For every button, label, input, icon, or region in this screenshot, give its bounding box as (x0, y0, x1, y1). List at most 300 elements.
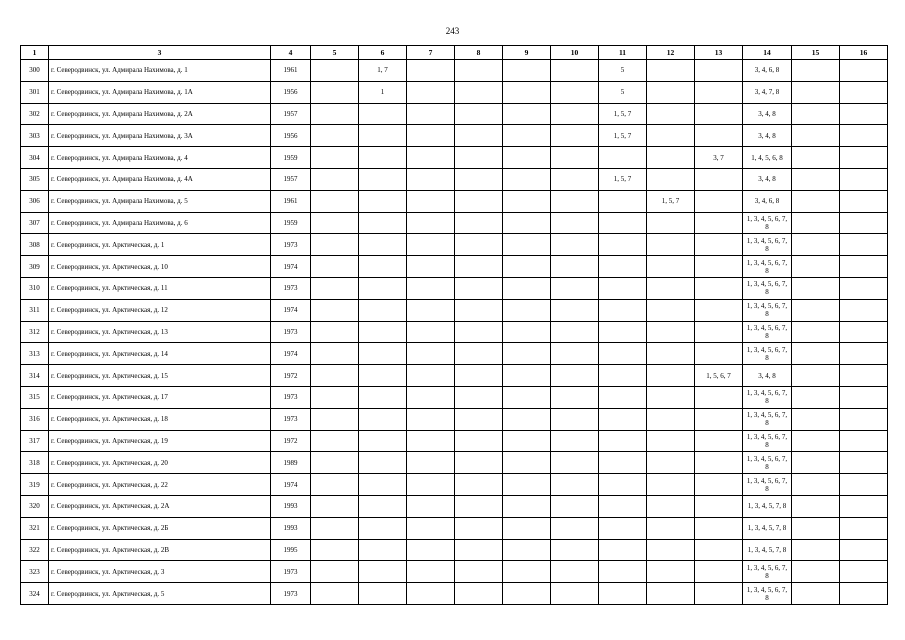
data-cell (407, 365, 455, 387)
data-cell (455, 408, 503, 430)
table-row (21, 256, 888, 278)
data-cell (455, 256, 503, 278)
data-cell: 1, 5, 6, 7 (695, 365, 743, 387)
data-cell (599, 386, 647, 408)
data-cell (599, 277, 647, 299)
col-14-cell: 1, 3, 4, 5, 6, 7, 8 (743, 234, 792, 256)
data-cell (695, 474, 743, 496)
data-cell (695, 277, 743, 299)
data-cell (551, 81, 599, 103)
data-cell (695, 343, 743, 365)
col-14-cell: 1, 3, 4, 5, 6, 7, 8 (743, 408, 792, 430)
data-cell (599, 583, 647, 605)
table-row (21, 343, 888, 365)
year-cell: 1961 (271, 190, 311, 212)
data-cell (503, 277, 551, 299)
data-cell (840, 561, 888, 583)
data-cell (840, 234, 888, 256)
data-cell (551, 430, 599, 452)
col-14-cell: 1, 3, 4, 5, 6, 7, 8 (743, 321, 792, 343)
data-cell (359, 517, 407, 539)
data-cell (503, 430, 551, 452)
data-cell (359, 321, 407, 343)
row-number: 322 (21, 539, 49, 561)
data-cell (407, 452, 455, 474)
data-cell (840, 103, 888, 125)
data-cell (503, 212, 551, 234)
table-row (21, 386, 888, 408)
data-cell (503, 190, 551, 212)
data-cell (695, 495, 743, 517)
table-row (21, 190, 888, 212)
data-cell (503, 386, 551, 408)
data-cell (359, 343, 407, 365)
data-cell (503, 256, 551, 278)
row-number: 301 (21, 81, 49, 103)
address-cell: г. Северодвинск, ул. Арктическая, д. 2Б (49, 517, 271, 539)
col-14-cell: 1, 3, 4, 5, 6, 7, 8 (743, 430, 792, 452)
data-cell (647, 147, 695, 169)
data-cell (407, 539, 455, 561)
data-cell (792, 452, 840, 474)
address-cell: г. Северодвинск, ул. Арктическая, д. 13 (49, 321, 271, 343)
data-cell (503, 561, 551, 583)
data-cell (503, 147, 551, 169)
data-cell (359, 212, 407, 234)
row-number: 316 (21, 408, 49, 430)
data-cell (455, 190, 503, 212)
data-cell (840, 60, 888, 82)
address-cell: г. Северодвинск, ул. Арктическая, д. 19 (49, 430, 271, 452)
data-cell (840, 495, 888, 517)
table-row (21, 125, 888, 147)
address-cell: г. Северодвинск, ул. Арктическая, д. 17 (49, 386, 271, 408)
header-row (21, 46, 888, 60)
data-cell (359, 125, 407, 147)
column-header: 7 (407, 46, 455, 60)
data-cell (792, 212, 840, 234)
data-cell (647, 452, 695, 474)
column-header: 13 (695, 46, 743, 60)
col-14-cell: 3, 4, 8 (743, 103, 792, 125)
year-cell: 1961 (271, 60, 311, 82)
data-cell: 1, 5, 7 (599, 125, 647, 147)
data-cell (840, 212, 888, 234)
column-header: 5 (311, 46, 359, 60)
data-cell (359, 430, 407, 452)
data-cell (359, 583, 407, 605)
data-cell (695, 408, 743, 430)
data-cell (407, 60, 455, 82)
column-header: 6 (359, 46, 407, 60)
data-cell (311, 125, 359, 147)
data-cell (455, 539, 503, 561)
column-header: 9 (503, 46, 551, 60)
data-cell (407, 495, 455, 517)
data-cell (695, 430, 743, 452)
data-cell (840, 474, 888, 496)
data-cell (695, 168, 743, 190)
table-row (21, 103, 888, 125)
data-cell (792, 408, 840, 430)
data-cell (599, 474, 647, 496)
row-number: 305 (21, 168, 49, 190)
data-cell (551, 408, 599, 430)
data-cell (503, 299, 551, 321)
row-number: 323 (21, 561, 49, 583)
row-number: 311 (21, 299, 49, 321)
data-cell (311, 60, 359, 82)
data-cell (695, 234, 743, 256)
col-14-cell: 1, 3, 4, 5, 6, 7, 8 (743, 386, 792, 408)
data-cell (792, 474, 840, 496)
data-cell (647, 343, 695, 365)
data-cell (551, 234, 599, 256)
year-cell: 1993 (271, 495, 311, 517)
data-cell: 1, 5, 7 (599, 103, 647, 125)
data-cell (551, 495, 599, 517)
table-row (21, 321, 888, 343)
data-cell (695, 386, 743, 408)
data-cell (840, 277, 888, 299)
data-cell (359, 277, 407, 299)
year-cell: 1974 (271, 343, 311, 365)
address-cell: г. Северодвинск, ул. Арктическая, д. 18 (49, 408, 271, 430)
data-cell (359, 256, 407, 278)
data-cell (311, 212, 359, 234)
data-cell (695, 561, 743, 583)
data-cell (792, 517, 840, 539)
data-cell (551, 452, 599, 474)
data-cell: 3, 7 (695, 147, 743, 169)
data-cell (647, 321, 695, 343)
data-cell (695, 517, 743, 539)
data-cell (599, 495, 647, 517)
data-cell (792, 321, 840, 343)
year-cell: 1957 (271, 168, 311, 190)
data-cell (455, 147, 503, 169)
data-cell (311, 321, 359, 343)
year-cell: 1973 (271, 583, 311, 605)
row-number: 315 (21, 386, 49, 408)
data-cell (407, 212, 455, 234)
data-cell (455, 343, 503, 365)
data-cell (359, 190, 407, 212)
address-cell: г. Северодвинск, ул. Адмирала Нахимова, д. 4А (49, 168, 271, 190)
data-cell (792, 495, 840, 517)
data-cell (407, 517, 455, 539)
data-cell (599, 561, 647, 583)
table-row (21, 365, 888, 387)
table-row (21, 430, 888, 452)
data-cell (503, 539, 551, 561)
year-cell: 1957 (271, 103, 311, 125)
data-cell (311, 386, 359, 408)
row-number: 307 (21, 212, 49, 234)
data-cell (503, 365, 551, 387)
data-cell (359, 147, 407, 169)
data-cell (647, 561, 695, 583)
data-cell (311, 517, 359, 539)
data-cell (407, 474, 455, 496)
data-cell (455, 495, 503, 517)
address-cell: г. Северодвинск, ул. Адмирала Нахимова, д. 6 (49, 212, 271, 234)
data-cell (407, 583, 455, 605)
data-cell (407, 408, 455, 430)
data-cell (695, 452, 743, 474)
data-cell (551, 343, 599, 365)
data-cell (551, 60, 599, 82)
data-cell (599, 190, 647, 212)
column-header: 11 (599, 46, 647, 60)
address-cell: г. Северодвинск, ул. Арктическая, д. 11 (49, 277, 271, 299)
col-14-cell: 3, 4, 7, 8 (743, 81, 792, 103)
data-cell (455, 168, 503, 190)
col-14-cell: 3, 4, 6, 8 (743, 60, 792, 82)
data-cell (455, 517, 503, 539)
year-cell: 1995 (271, 539, 311, 561)
year-cell: 1956 (271, 81, 311, 103)
data-cell (407, 147, 455, 169)
table-body (21, 60, 888, 605)
data-cell (359, 539, 407, 561)
data-cell (647, 168, 695, 190)
data-cell (503, 60, 551, 82)
data-cell (840, 125, 888, 147)
address-cell: г. Северодвинск, ул. Арктическая, д. 20 (49, 452, 271, 474)
data-cell (359, 168, 407, 190)
data-cell (455, 365, 503, 387)
row-number: 320 (21, 495, 49, 517)
address-cell: г. Северодвинск, ул. Арктическая, д. 1 (49, 234, 271, 256)
data-cell (407, 256, 455, 278)
table-row (21, 212, 888, 234)
table-row (21, 452, 888, 474)
year-cell: 1973 (271, 321, 311, 343)
data-cell (503, 343, 551, 365)
data-cell (840, 517, 888, 539)
row-number: 309 (21, 256, 49, 278)
data-cell (407, 81, 455, 103)
data-cell (503, 103, 551, 125)
data-cell (840, 583, 888, 605)
data-cell (311, 495, 359, 517)
data-cell (599, 539, 647, 561)
data-cell (792, 190, 840, 212)
data-cell (551, 474, 599, 496)
data-cell (840, 430, 888, 452)
data-cell (840, 256, 888, 278)
col-14-cell: 3, 4, 6, 8 (743, 190, 792, 212)
col-14-cell: 1, 3, 4, 5, 6, 7, 8 (743, 212, 792, 234)
data-cell (792, 386, 840, 408)
data-cell (311, 539, 359, 561)
data-cell (792, 60, 840, 82)
col-14-cell: 1, 3, 4, 5, 6, 7, 8 (743, 277, 792, 299)
data-cell (792, 561, 840, 583)
data-cell (503, 495, 551, 517)
data-cell (503, 168, 551, 190)
data-cell (792, 299, 840, 321)
data-cell (647, 277, 695, 299)
table-row (21, 539, 888, 561)
data-cell (551, 299, 599, 321)
data-cell (551, 103, 599, 125)
data-cell (647, 299, 695, 321)
data-cell (647, 81, 695, 103)
data-cell (551, 147, 599, 169)
year-cell: 1974 (271, 474, 311, 496)
column-header: 15 (792, 46, 840, 60)
data-cell (359, 386, 407, 408)
data-cell (359, 299, 407, 321)
data-cell (359, 408, 407, 430)
table-row (21, 81, 888, 103)
year-cell: 1972 (271, 430, 311, 452)
row-number: 310 (21, 277, 49, 299)
data-cell (792, 343, 840, 365)
address-cell: г. Северодвинск, ул. Арктическая, д. 15 (49, 365, 271, 387)
data-cell (695, 103, 743, 125)
col-14-cell: 1, 4, 5, 6, 8 (743, 147, 792, 169)
year-cell: 1959 (271, 212, 311, 234)
col-14-cell: 1, 3, 4, 5, 6, 7, 8 (743, 474, 792, 496)
register-table (20, 45, 888, 605)
data-cell (840, 365, 888, 387)
data-cell (647, 365, 695, 387)
address-cell: г. Северодвинск, ул. Адмирала Нахимова, д. 1 (49, 60, 271, 82)
data-cell (503, 234, 551, 256)
table-row (21, 561, 888, 583)
data-cell (647, 234, 695, 256)
data-cell (599, 452, 647, 474)
column-header: 10 (551, 46, 599, 60)
data-cell (311, 234, 359, 256)
address-cell: г. Северодвинск, ул. Арктическая, д. 22 (49, 474, 271, 496)
data-cell (455, 430, 503, 452)
address-cell: г. Северодвинск, ул. Адмирала Нахимова, д. 4 (49, 147, 271, 169)
data-cell (407, 561, 455, 583)
data-cell (551, 365, 599, 387)
data-cell (455, 386, 503, 408)
data-cell (792, 125, 840, 147)
address-cell: г. Северодвинск, ул. Арктическая, д. 2А (49, 495, 271, 517)
data-cell (792, 277, 840, 299)
data-cell (503, 125, 551, 147)
data-cell (647, 430, 695, 452)
row-number: 317 (21, 430, 49, 452)
data-cell (311, 365, 359, 387)
data-cell (599, 408, 647, 430)
data-cell (647, 539, 695, 561)
data-cell (455, 452, 503, 474)
data-cell (311, 452, 359, 474)
col-14-cell: 1, 3, 4, 5, 7, 8 (743, 517, 792, 539)
column-header: 4 (271, 46, 311, 60)
data-cell (695, 212, 743, 234)
data-cell (599, 234, 647, 256)
data-cell (840, 190, 888, 212)
col-14-cell: 1, 3, 4, 5, 6, 7, 8 (743, 299, 792, 321)
data-cell (792, 103, 840, 125)
year-cell: 1973 (271, 234, 311, 256)
year-cell: 1993 (271, 517, 311, 539)
data-cell (695, 321, 743, 343)
data-cell (407, 168, 455, 190)
data-cell (599, 256, 647, 278)
data-cell: 1, 7 (359, 60, 407, 82)
data-cell (840, 81, 888, 103)
col-14-cell: 1, 3, 4, 5, 6, 7, 8 (743, 583, 792, 605)
data-cell (551, 539, 599, 561)
data-cell (840, 343, 888, 365)
data-cell (792, 430, 840, 452)
data-cell (311, 430, 359, 452)
row-number: 314 (21, 365, 49, 387)
data-cell (455, 561, 503, 583)
data-cell (503, 517, 551, 539)
year-cell: 1974 (271, 299, 311, 321)
data-cell (407, 430, 455, 452)
col-14-cell: 3, 4, 8 (743, 365, 792, 387)
data-cell (695, 81, 743, 103)
data-cell (647, 60, 695, 82)
table-row (21, 147, 888, 169)
data-cell (840, 321, 888, 343)
data-cell (407, 277, 455, 299)
data-cell (407, 386, 455, 408)
data-cell (551, 583, 599, 605)
data-cell (551, 256, 599, 278)
data-cell (359, 365, 407, 387)
data-cell (503, 408, 551, 430)
data-cell (551, 168, 599, 190)
data-cell (840, 299, 888, 321)
data-cell (503, 81, 551, 103)
data-cell (359, 234, 407, 256)
address-cell: г. Северодвинск, ул. Адмирала Нахимова, д. 3А (49, 125, 271, 147)
data-cell (359, 561, 407, 583)
data-cell (551, 561, 599, 583)
row-number: 306 (21, 190, 49, 212)
column-header: 12 (647, 46, 695, 60)
table-row (21, 168, 888, 190)
col-14-cell: 1, 3, 4, 5, 7, 8 (743, 495, 792, 517)
data-cell (840, 452, 888, 474)
data-cell (695, 299, 743, 321)
data-cell (311, 583, 359, 605)
data-cell (792, 256, 840, 278)
address-cell: г. Северодвинск, ул. Арктическая, д. 5 (49, 583, 271, 605)
row-number: 300 (21, 60, 49, 82)
data-cell (695, 583, 743, 605)
data-cell (311, 343, 359, 365)
data-cell (407, 234, 455, 256)
data-cell (503, 452, 551, 474)
row-number: 313 (21, 343, 49, 365)
data-cell (455, 60, 503, 82)
data-cell (455, 103, 503, 125)
data-cell (792, 147, 840, 169)
year-cell: 1956 (271, 125, 311, 147)
data-cell: 1, 5, 7 (647, 190, 695, 212)
col-14-cell: 3, 4, 8 (743, 168, 792, 190)
row-number: 324 (21, 583, 49, 605)
data-cell (792, 539, 840, 561)
table-row (21, 408, 888, 430)
table-row (21, 583, 888, 605)
address-cell: г. Северодвинск, ул. Арктическая, д. 12 (49, 299, 271, 321)
